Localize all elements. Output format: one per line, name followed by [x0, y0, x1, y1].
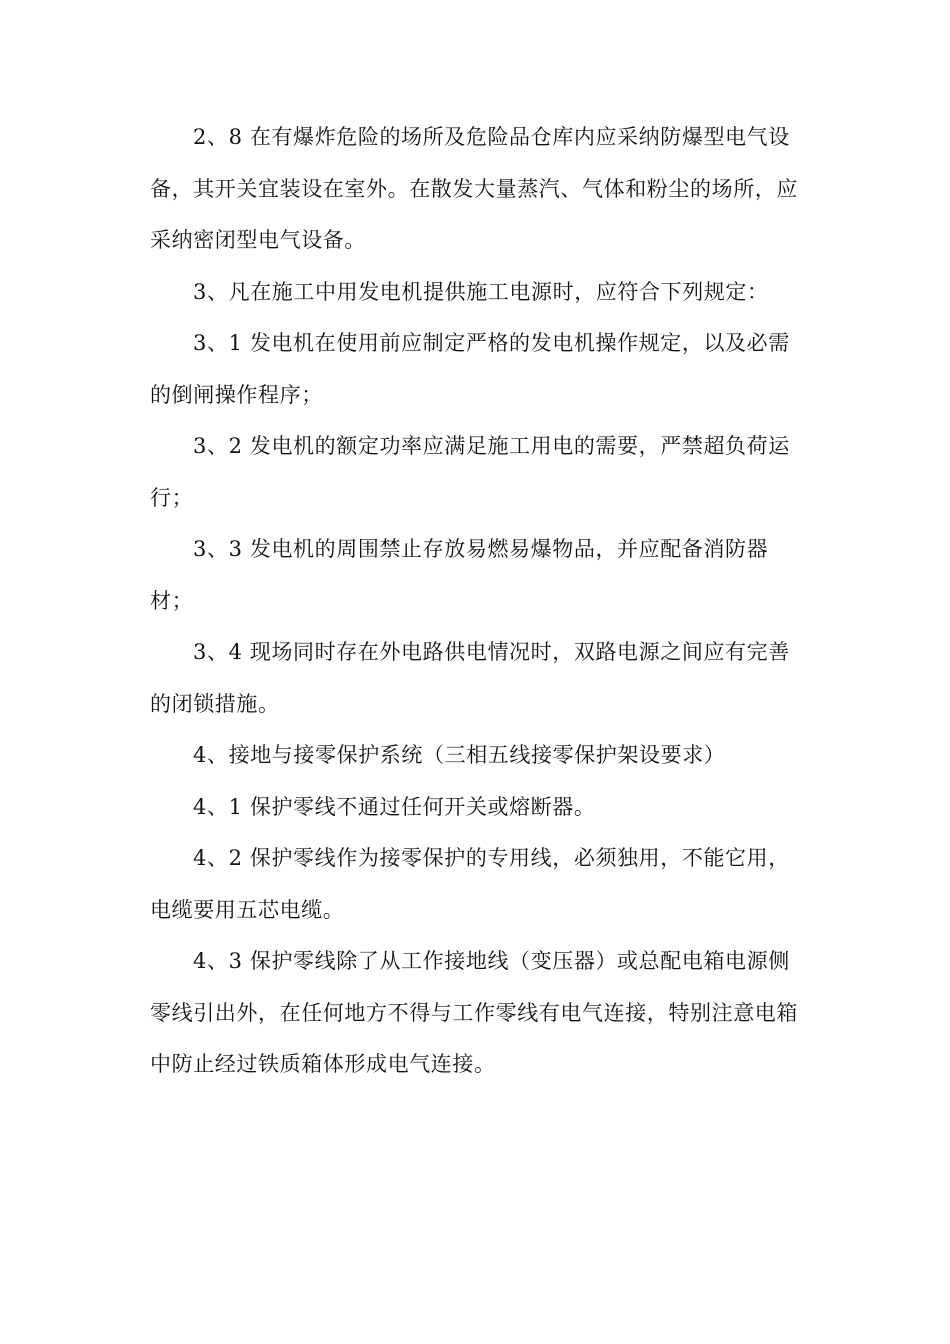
- paragraph-4: 4、接地与接零保护系统（三相五线接零保护架设要求）: [193, 743, 726, 767]
- paragraph-2-8: 2、8 在有爆炸危险的场所及危险品仓库内应采纳防爆型电气设备，其开关宜装设在室外。在散发大量蒸汽、气体和粉尘的场所，应采纳密闭型电气设备。: [150, 125, 798, 252]
- paragraph-3-3: 3、3 发电机的周围禁止存放易燃易爆物品，并应配备消防器材；: [150, 537, 769, 613]
- paragraph-3-2: 3、2 发电机的额定功率应满足施工用电的需要，严禁超负荷运行；: [150, 434, 790, 510]
- document-body: [150, 112, 802, 1091]
- paragraph-4-3: 4、3 保护零线除了从工作接地线（变压器）或总配电箱电源侧零线引出外，在任何地方不得与工作零线有电气连接，特别注意电箱中防止经过铁质箱体形成电气连接。: [150, 949, 798, 1076]
- paragraph-4-2: 4、2 保护零线作为接零保护的专用线，必须独用，不能它用，电缆要用五芯电缆。: [150, 846, 790, 922]
- paragraph-3-4: 3、4 现场同时存在外电路供电情况时，双路电源之间应有完善的闭锁措施。: [150, 640, 790, 716]
- paragraph-3: 3、凡在施工中用发电机提供施工电源时，应符合下列规定：: [193, 279, 769, 304]
- paragraph-3-1: 3、1 发电机在使用前应制定严格的发电机操作规定，以及必需的倒闸操作程序；: [150, 331, 790, 407]
- paragraph-4-1: 4、1 保护零线不通过任何开关或熔断器。: [193, 794, 596, 819]
